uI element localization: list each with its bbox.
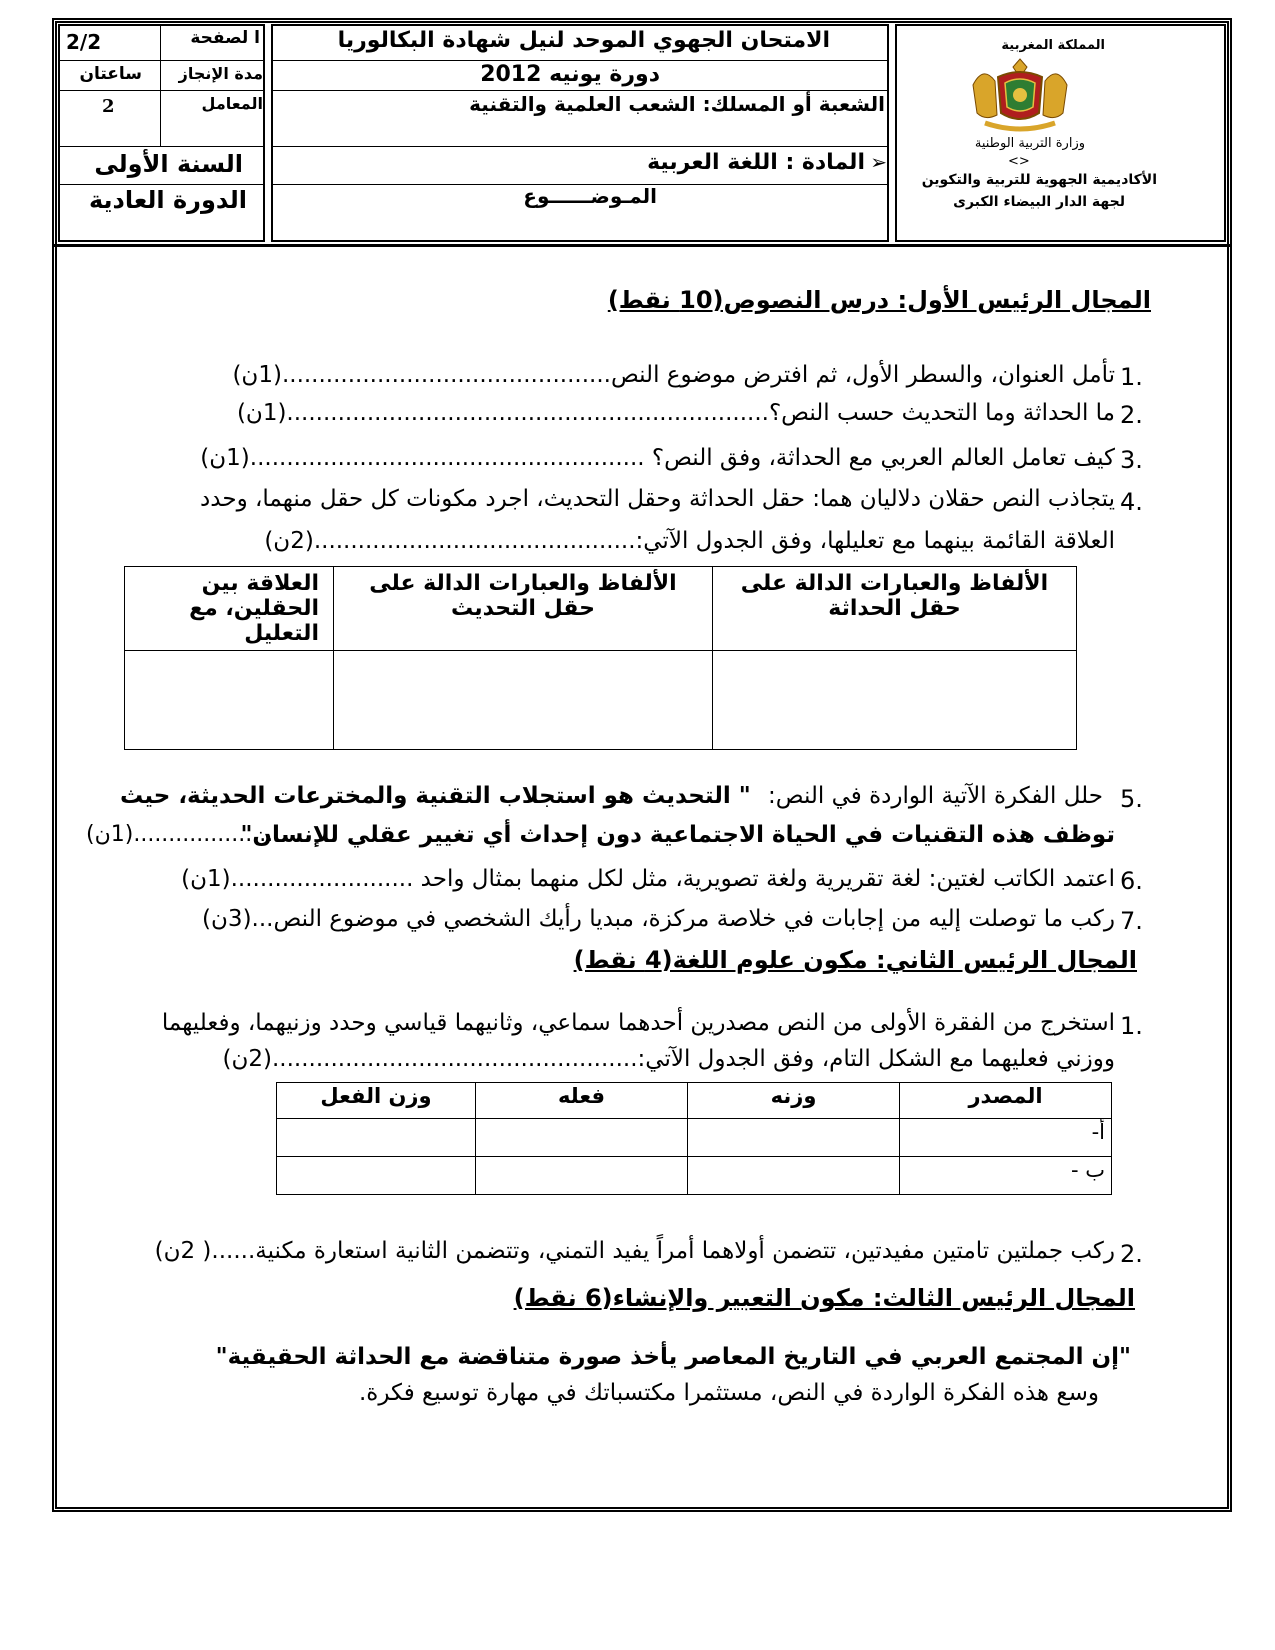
s1-q2: ما الحداثة وما التحديث حسب النص؟..................................................................(1ن): [236, 400, 1115, 426]
verbal-nouns-table: [276, 1082, 1112, 1195]
exam-title: الامتحان الجهوي الموحد لنيل شهادة البكالوريا: [337, 28, 830, 53]
s1-q3: كيف تعامل العالم العربي مع الحداثة، وفق النص؟ ......................................................(1ن): [200, 445, 1115, 471]
answer-cell[interactable]: [688, 1119, 900, 1157]
q-number: 5.: [1120, 785, 1143, 813]
region-name: لجهة الدار البيضاء الكبرى: [953, 194, 1125, 210]
s1-q5-intro: حلل الفكرة الآتية الواردة في النص:: [768, 783, 1103, 809]
coef-value: 2: [102, 96, 115, 117]
s1-q5-quote2: توظف هذه التقنيات في الحياة الاجتماعية دون إحداث أي تغيير عقلي للإنسان": [240, 822, 1115, 848]
answer-cell[interactable]: [277, 1157, 476, 1195]
answer-cell[interactable]: [334, 651, 713, 750]
table-header: فعله: [476, 1083, 688, 1119]
answer-cell[interactable]: [476, 1119, 688, 1157]
academy-name: الأكاديمية الجهوية للتربية والتكوين: [921, 172, 1157, 188]
exam-stream: الشعبة أو المسلك: الشعب العلمية والتقنية: [469, 92, 885, 116]
s1-q7: ركب ما توصلت إليه من إجابات في خلاصة مركزة، مبديا رأيك الشخصي في موضوع النص...(3ن): [202, 906, 1115, 932]
coef-label: المعامل: [201, 94, 263, 113]
answer-cell[interactable]: [125, 651, 334, 750]
year-label: السنة الأولى: [94, 150, 243, 178]
ornament: <>: [1008, 154, 1030, 169]
q-number: 3.: [1120, 446, 1143, 474]
s1-q5-points: ......................(1ن): [86, 822, 288, 847]
answer-cell[interactable]: [688, 1157, 900, 1195]
s1-q5-quote1: " التحديث هو استجلاب التقنية والمخترعات الحديثة، حيث: [120, 783, 751, 809]
exam-session: دورة يونيه 2012: [480, 62, 660, 87]
s1-q6: اعتمد الكاتب لغتين: لغة تقريرية ولغة تصويرية، مثل لكل منهما بمثال واحد .........................(1ن): [181, 866, 1115, 892]
kingdom-name: المملكة المغربية: [1001, 38, 1105, 53]
table-header: الألفاظ والعبارات الدالة على حقل التحديث: [334, 567, 713, 651]
q-number: 4.: [1120, 488, 1143, 516]
q-number: 2.: [1120, 401, 1143, 429]
q-number: 7.: [1120, 907, 1143, 935]
duration-label: مدة الإنجاز: [178, 64, 263, 83]
subject-marker: ➢: [870, 150, 887, 174]
exam-subject: المادة : اللغة العربية: [647, 150, 865, 175]
row-label: أ-: [900, 1119, 1112, 1157]
session-type: الدورة العادية: [88, 186, 247, 214]
table-header: وزن الفعل: [277, 1083, 476, 1119]
answer-cell[interactable]: [277, 1119, 476, 1157]
s2-q1-line2: ووزني فعليهما مع الشكل التام، وفق الجدول الآتي:..................................................(2ن): [222, 1046, 1115, 1072]
row-label: ب -: [900, 1157, 1112, 1195]
s3-instruction: وسع هذه الفكرة الواردة في النص، مستثمرا مكتسباتك في مهارة توسيع فكرة.: [359, 1380, 1099, 1406]
s1-q1: تأمل العنوان، والسطر الأول، ثم افترض موضوع النص.............................................(1ن): [232, 362, 1115, 388]
page-label: ا لصفحة: [190, 28, 260, 48]
answer-cell[interactable]: [713, 651, 1077, 750]
exam-topic: المـوضــــــوع: [523, 184, 657, 208]
table-header: العلاقة بين الحقلين، مع التعليل: [125, 567, 334, 651]
ministry-name: وزارة التربية الوطنية: [974, 136, 1085, 151]
q-number: 2.: [1120, 1240, 1143, 1268]
coat-of-arms-emblem: [965, 55, 1075, 135]
s1-q4-line1: يتجاذب النص حقلان دلاليان هما: حقل الحداثة وحقل التحديث، اجرد مكونات كل حقل منهما، وحدد: [200, 486, 1115, 512]
header-center-box: [271, 24, 889, 242]
page-value: 2/2: [66, 30, 102, 54]
q-number: 1.: [1120, 1012, 1143, 1040]
table-header: المصدر: [900, 1083, 1112, 1119]
table-header: الألفاظ والعبارات الدالة على حقل الحداثة: [713, 567, 1077, 651]
s2-q2: ركب جملتين تامتين مفيدتين، تتضمن أولاهما أمراً يفيد التمني، وتتضمن الثانية استعارة مكنية......( 2ن): [154, 1238, 1115, 1264]
semantic-fields-table: [124, 566, 1077, 750]
s2-q1-line1: استخرج من الفقرة الأولى من النص مصدرين أحدهما سماعي، وثانيهما قياسي وحدد وزنيهما، وفعليهما: [161, 1010, 1115, 1036]
duration-value: ساعتان: [79, 64, 142, 84]
s3-quote: "إن المجتمع العربي في التاريخ المعاصر يأخذ صورة متناقضة مع الحداثة الحقيقية": [215, 1344, 1131, 1370]
q-number: 1.: [1120, 363, 1143, 391]
answer-cell[interactable]: [476, 1157, 688, 1195]
table-header: وزنه: [688, 1083, 900, 1119]
section1-title: المجال الرئيس الأول: درس النصوص(10 نقط): [607, 286, 1151, 314]
section3-title: المجال الرئيس الثالث: مكون التعبير والإنشاء(6 نقط): [513, 1284, 1135, 1312]
s1-q4-line2: العلاقة القائمة بينهما مع تعليلها، وفق الجدول الآتي:............................................(2ن): [264, 528, 1115, 554]
q-number: 6.: [1120, 867, 1143, 895]
section2-title: المجال الرئيس الثاني: مكون علوم اللغة(4 نقط): [573, 946, 1137, 974]
